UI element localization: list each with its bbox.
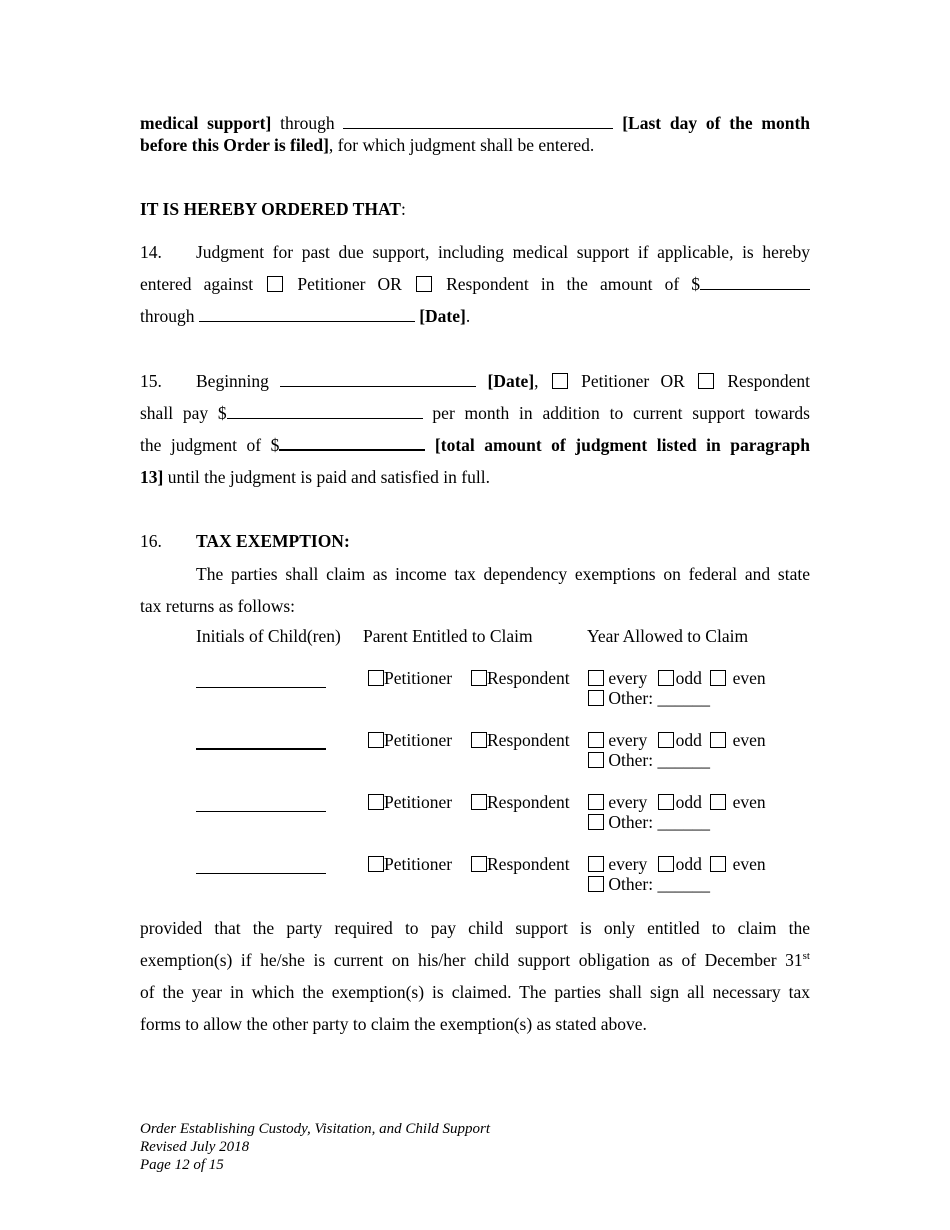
para16-heading-line: 16. TAX EXEMPTION: bbox=[140, 531, 350, 551]
row2-petitioner-checkbox[interactable] bbox=[368, 732, 384, 748]
para15-line3: the judgment of $ [total amount of judgment listed in paragraph bbox=[140, 435, 811, 455]
ordered-heading: IT IS HEREBY ORDERED THAT: bbox=[140, 199, 406, 219]
row3-even-checkbox[interactable] bbox=[710, 794, 726, 810]
row4-every-checkbox[interactable] bbox=[588, 856, 604, 872]
initials-blank[interactable] bbox=[196, 676, 326, 688]
para14-petitioner-checkbox[interactable] bbox=[267, 276, 283, 292]
initials-blank[interactable] bbox=[196, 800, 326, 812]
provided-line2: exemption(s) if he/she is current on his/her child support obligation as of December 31st bbox=[140, 950, 810, 970]
para14-amount-blank[interactable] bbox=[700, 274, 810, 290]
para15-respondent-checkbox[interactable] bbox=[698, 373, 714, 389]
row1-petitioner-checkbox[interactable] bbox=[368, 670, 384, 686]
para14-respondent-checkbox[interactable] bbox=[416, 276, 432, 292]
col-header-parent: Parent Entitled to Claim bbox=[363, 626, 533, 646]
provided-line1: provided that the party required to pay child support is only entitled to claim the bbox=[140, 918, 810, 938]
para14-line3: through [Date]. bbox=[140, 306, 471, 326]
para15-petitioner-checkbox[interactable] bbox=[552, 373, 568, 389]
row2-every-checkbox[interactable] bbox=[588, 732, 604, 748]
para13-bold-start: medical support] bbox=[140, 113, 272, 133]
provided-line3: of the year in which the exemption(s) is claimed. The parties shall sign all necessary tax bbox=[140, 982, 810, 1002]
last-day-blank[interactable] bbox=[343, 113, 613, 129]
footer-title: Order Establishing Custody, Visitation, and Child Support bbox=[140, 1121, 491, 1137]
row1-even-checkbox[interactable] bbox=[710, 670, 726, 686]
provided-line4: forms to allow the other party to claim the exemption(s) as stated above. bbox=[140, 1014, 647, 1034]
row2-respondent-checkbox[interactable] bbox=[471, 732, 487, 748]
para13-line1: medical support] through [Last day of the month bbox=[140, 113, 811, 133]
row4-petitioner-checkbox[interactable] bbox=[368, 856, 384, 872]
row4-other-checkbox[interactable] bbox=[588, 876, 604, 892]
tax-exemption-heading: TAX EXEMPTION: bbox=[196, 531, 350, 551]
col-header-initials: Initials of Child(ren) bbox=[196, 626, 341, 646]
initials-blank[interactable] bbox=[196, 737, 326, 750]
col-header-year: Year Allowed to Claim bbox=[587, 626, 749, 646]
row1-other-checkbox[interactable] bbox=[588, 690, 604, 706]
para14-date-blank[interactable] bbox=[199, 306, 415, 322]
row2-odd-checkbox[interactable] bbox=[658, 732, 674, 748]
para15-date-blank[interactable] bbox=[280, 371, 476, 387]
para14-line1: 14. Judgment for past due support, including medical support if applicable, is hereby bbox=[140, 242, 810, 262]
footer-page-number: Page 12 of 15 bbox=[140, 1157, 224, 1173]
para15-judgment-blank[interactable] bbox=[279, 434, 425, 451]
row3-petitioner-checkbox[interactable] bbox=[368, 794, 384, 810]
para13-line2: before this Order is filed], for which judgment shall be entered. bbox=[140, 135, 595, 155]
row3-other-checkbox[interactable] bbox=[588, 814, 604, 830]
row1-respondent-checkbox[interactable] bbox=[471, 670, 487, 686]
para16-intro-line2: tax returns as follows: bbox=[140, 596, 296, 616]
para15-line4: 13] until the judgment is paid and satisfied in full. bbox=[140, 467, 490, 487]
footer-revised: Revised July 2018 bbox=[140, 1139, 250, 1155]
row4-respondent-checkbox[interactable] bbox=[471, 856, 487, 872]
row3-odd-checkbox[interactable] bbox=[658, 794, 674, 810]
row4-odd-checkbox[interactable] bbox=[658, 856, 674, 872]
row4-even-checkbox[interactable] bbox=[710, 856, 726, 872]
row3-every-checkbox[interactable] bbox=[588, 794, 604, 810]
row3-respondent-checkbox[interactable] bbox=[471, 794, 487, 810]
row1-odd-checkbox[interactable] bbox=[658, 670, 674, 686]
para15-line2: shall pay $ per month in addition to current support towards bbox=[140, 403, 810, 423]
initials-blank[interactable] bbox=[196, 862, 326, 874]
para14-line2: entered against Petitioner OR Respondent in the amount of $ bbox=[140, 273, 810, 295]
row2-other-checkbox[interactable] bbox=[588, 752, 604, 768]
para15-monthly-blank[interactable] bbox=[227, 403, 423, 419]
row1-every-checkbox[interactable] bbox=[588, 670, 604, 686]
row2-even-checkbox[interactable] bbox=[710, 732, 726, 748]
para15-line1: 15. Beginning [Date], Petitioner OR Respondent bbox=[140, 371, 811, 391]
